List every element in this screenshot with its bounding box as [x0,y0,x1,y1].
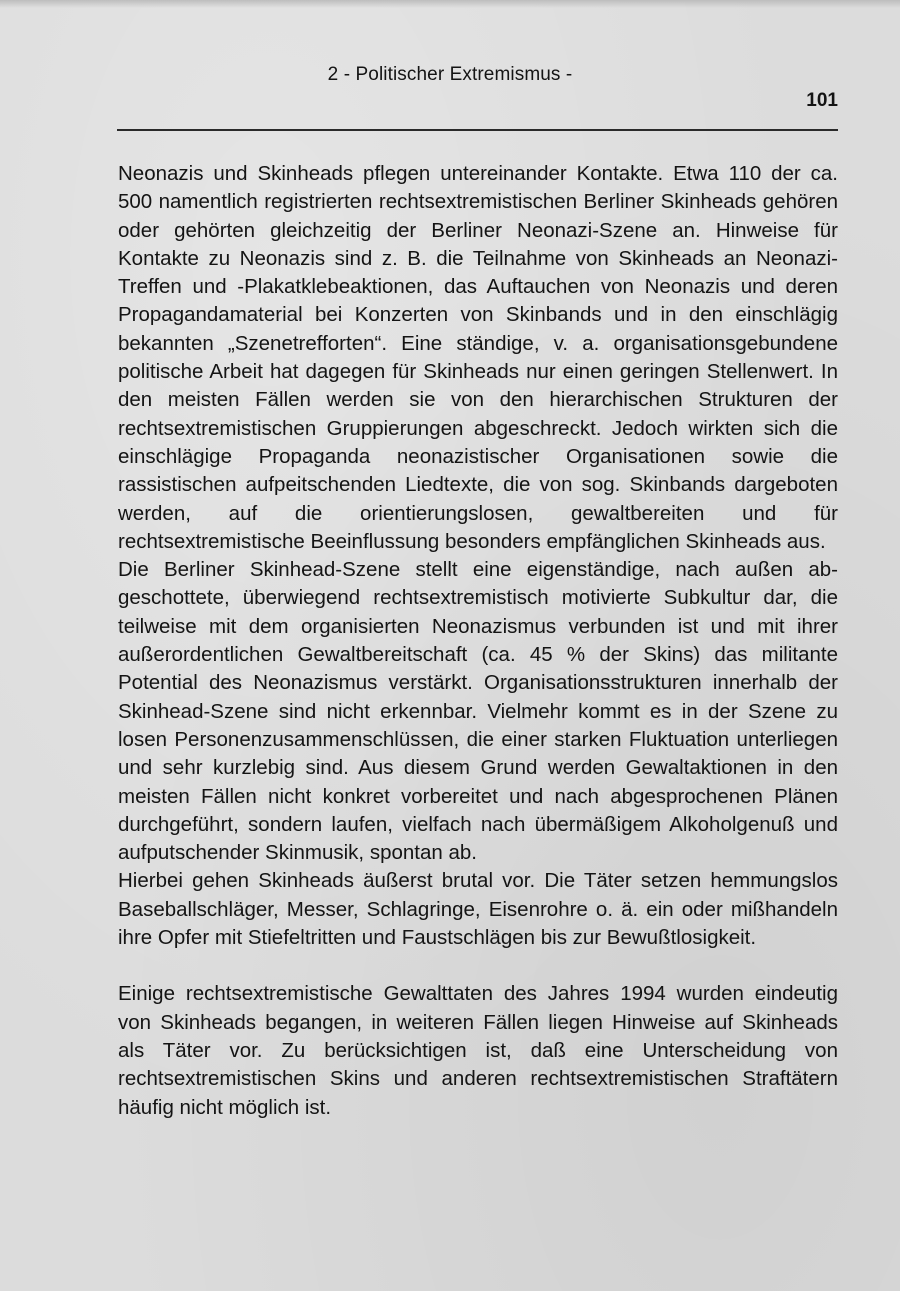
paragraph: Hierbei gehen Skinheads äußerst brutal vor. Die Täter setzen hemmungslos Baseballschläger, Messer, Schlagringe, Eisenrohre o. ä. ein oder mißhandeln ihre Opfer mit Stiefeltritten und Faustschlägen bis zur Bewußtlosigkeit. [118,869,838,950]
paragraph: Neonazis und Skinheads pflegen untereinander Kontakte. Etwa 110 der ca. 500 namentlich registrierten rechtsextremistischen Berliner Skinheads gehören oder gehörten gleichzeitig der Berliner Neonazi-Szene an. Hinweise für Kontakte zu Neonazis sind z. B. die Teilnahme von Skinheads an Neonazi-Treffen und -Plakatklebeaktionen, das Auftauchen von Neonazis und deren Propagandamaterial bei Konzerten von Skinbands und in den einschlägig bekannten „Szenetrefforten“. Eine ständige, v. a. organisationsgebundene politische Arbeit hat dagegen für Skinheads nur einen geringen Stellenwert. In den meisten Fällen werden sie von den hierarchischen Strukturen der rechtsextremistischen Gruppierungen abgeschreckt. Jedoch wirkten sich die einschlägige Propaganda neonazistischer Organisationen sowie die rassistischen aufpeitschenden Liedtexte, die von sog. Skinbands dargeboten werden, auf die orientierungslosen, gewaltbereiten und für rechtsextremistische Beeinflussung besonders empfänglichen Skinheads aus. [118,162,838,553]
paragraph: Die Berliner Skinhead-Szene stellt eine eigenständige, nach außen abgeschottete, überwiegend rechtsextremistisch motivierte Subkultur dar, die teilweise mit dem organisierten Neonazismus verbunden ist und mit ihrer außerordentlichen Gewaltbereitschaft (ca. 45 % der Skins) das militante Potential des Neonazismus verstärkt. Organisationsstrukturen innerhalb der Skinhead-Szene sind nicht erkennbar. Vielmehr kommt es in der Szene zu losen Personenzusammenschlüssen, die einer starken Fluktuation unterliegen und sehr kurzlebig sind. Aus diesem Grund werden Gewaltaktionen in den meisten Fällen nicht konkret vorbereitet und nach abgesprochenen Plänen durchgeführt, sondern laufen, vielfach nach übermäßigem Alkoholgenuß und aufputschender Skinmusik, spontan ab. [118,558,838,865]
running-head: 2 - Politischer Extremismus - [327,64,573,85]
body-text [118,160,838,1122]
page-number: 101 [806,90,838,111]
header-rule [117,129,838,131]
paragraph: Einige rechtsextremistische Gewalttaten des Jahres 1994 wurden eindeutig von Skinheads begangen, in weiteren Fällen liegen Hinweise auf Skinheads als Täter vor. Zu berücksichtigen ist, daß eine Unterscheidung von rechtsextremistischen Skins und anderen rechtsextremistischen Straftätern häufig nicht möglich ist. [118,982,838,1119]
scan-top-edge [0,0,900,8]
